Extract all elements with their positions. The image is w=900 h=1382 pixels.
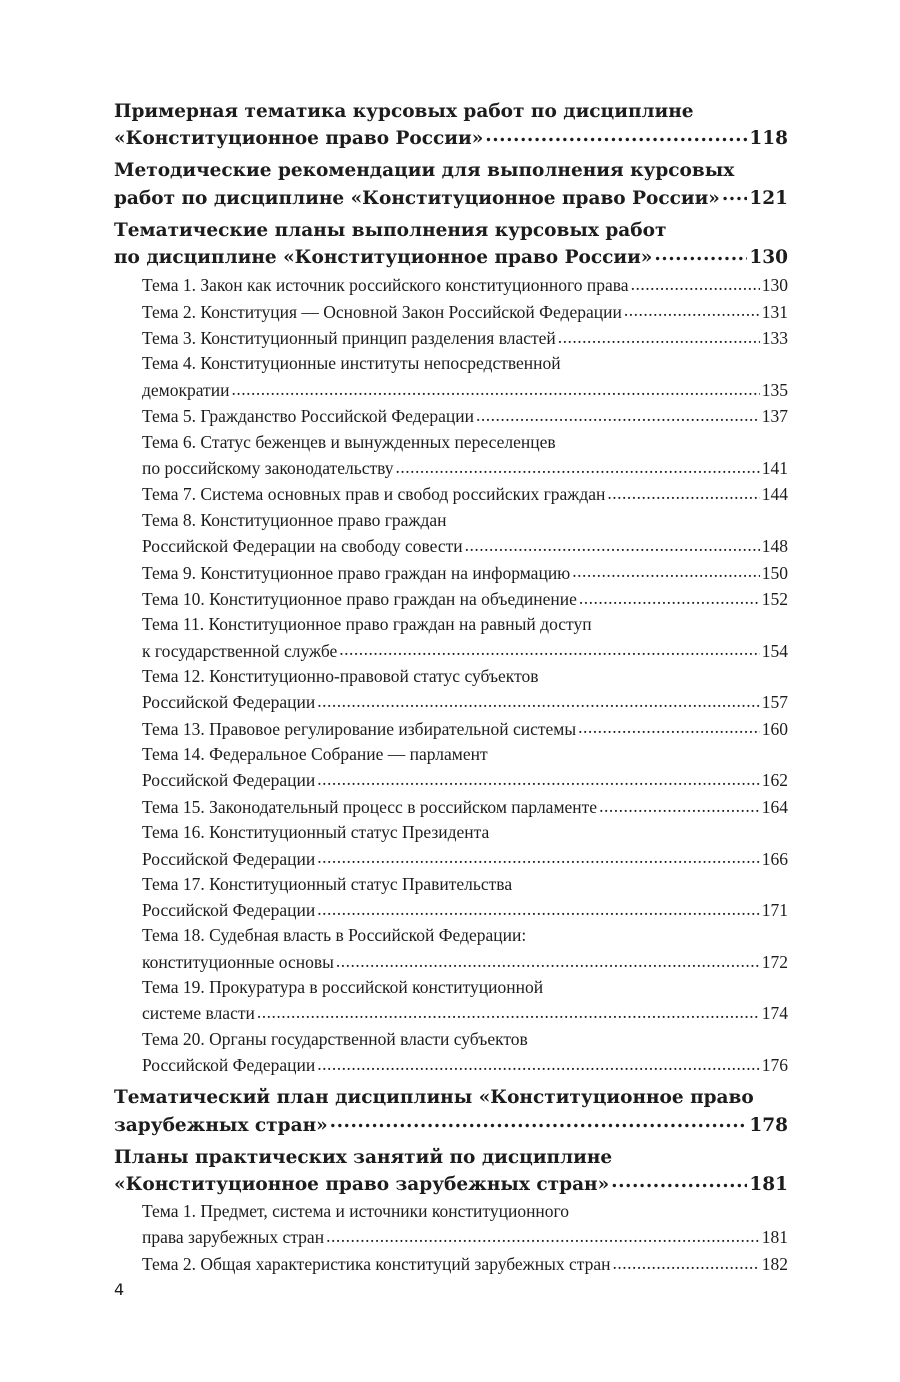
topic-line: Тема 18. Судебная власть в Российской Федерации: bbox=[142, 925, 527, 946]
entry-text: к государственной службе bbox=[142, 640, 338, 661]
entry-text: Российской Федерации bbox=[142, 900, 316, 921]
topic-entry[interactable] bbox=[142, 1027, 788, 1079]
topic-entry[interactable] bbox=[142, 559, 788, 585]
topic-entry-line[interactable] bbox=[142, 1052, 788, 1078]
dot-leader bbox=[613, 1251, 760, 1270]
toc-section bbox=[114, 159, 788, 210]
section-heading[interactable] bbox=[114, 219, 788, 270]
page-ref: 181 bbox=[761, 1227, 788, 1248]
topic-entry-line[interactable] bbox=[142, 377, 788, 403]
topic-entry[interactable] bbox=[142, 298, 788, 324]
heading-entry-line[interactable] bbox=[114, 1110, 788, 1137]
heading-line: Планы практических занятий по дисциплине bbox=[114, 1146, 613, 1168]
topic-entry-line[interactable] bbox=[142, 533, 788, 559]
entry-text: Тема 15. Законодательный процесс в российском парламенте bbox=[142, 796, 598, 817]
topic-list bbox=[114, 272, 788, 1078]
heading-line: Тематический план дисциплины «Конституционное право bbox=[114, 1087, 754, 1109]
entry-text: Тема 3. Конституционный принцип разделения властей bbox=[142, 328, 556, 349]
topic-entry-line[interactable] bbox=[142, 298, 788, 324]
heading-line: Методические рекомендации для выполнения курсовых bbox=[114, 160, 735, 182]
topic-entry[interactable] bbox=[142, 325, 788, 351]
entry-text: Российской Федерации bbox=[142, 848, 316, 869]
dot-leader bbox=[611, 1170, 747, 1190]
entry-text: зарубежных стран» bbox=[114, 1114, 328, 1136]
topic-entry-line[interactable] bbox=[142, 325, 788, 351]
page-ref: 135 bbox=[761, 379, 788, 400]
topic-entry[interactable] bbox=[142, 403, 788, 429]
dot-leader bbox=[257, 1000, 760, 1019]
topic-entry-line[interactable] bbox=[142, 586, 788, 612]
dot-leader bbox=[485, 124, 747, 144]
dot-leader bbox=[465, 533, 760, 552]
topic-entry-line[interactable] bbox=[142, 403, 788, 429]
topic-line: Тема 12. Конституционно-правовой статус субъектов bbox=[142, 665, 539, 686]
entry-text: Тема 9. Конституционное право граждан на информацию bbox=[142, 562, 571, 583]
entry-text: Российской Федерации bbox=[142, 770, 316, 791]
entry-text: Тема 1. Закон как источник российского конституционного права bbox=[142, 275, 629, 296]
topic-entry-line[interactable] bbox=[142, 794, 788, 820]
page-ref: 176 bbox=[761, 1055, 788, 1076]
dot-leader bbox=[326, 1224, 760, 1243]
entry-text: по российскому законодательству bbox=[142, 457, 394, 478]
page-ref: 148 bbox=[761, 536, 788, 557]
section-heading[interactable] bbox=[114, 1146, 788, 1197]
topic-entry-line[interactable] bbox=[142, 1000, 788, 1026]
toc-section bbox=[114, 100, 788, 151]
topic-line: Тема 8. Конституционное право граждан bbox=[142, 509, 447, 530]
entry-text: демократии bbox=[142, 379, 230, 400]
heading-line: Тематические планы выполнения курсовых работ bbox=[114, 219, 667, 241]
page-ref: 141 bbox=[761, 457, 788, 478]
table-of-contents bbox=[114, 100, 788, 1285]
topic-entry[interactable] bbox=[142, 1251, 788, 1277]
page-ref: 172 bbox=[761, 951, 788, 972]
topic-entry-line[interactable] bbox=[142, 689, 788, 715]
topic-entry[interactable] bbox=[142, 975, 788, 1027]
entry-text: Российской Федерации bbox=[142, 692, 316, 713]
page-ref: 130 bbox=[749, 247, 788, 269]
topic-entry[interactable] bbox=[142, 430, 788, 482]
topic-entry-line[interactable] bbox=[142, 897, 788, 923]
topic-line: Тема 14. Федеральное Собрание — парламент bbox=[142, 743, 488, 764]
heading-entry-line[interactable] bbox=[114, 183, 788, 210]
topic-entry[interactable] bbox=[142, 612, 788, 664]
page-ref: 133 bbox=[761, 328, 788, 349]
page-ref: 160 bbox=[761, 718, 788, 739]
topic-entry-line[interactable] bbox=[142, 767, 788, 793]
section-heading[interactable] bbox=[114, 100, 788, 151]
dot-leader bbox=[599, 794, 760, 813]
entry-text: «Конституционное право зарубежных стран» bbox=[114, 1174, 610, 1196]
topic-entry[interactable] bbox=[142, 664, 788, 716]
entry-text: Тема 5. Гражданство Российской Федерации bbox=[142, 406, 474, 427]
dot-leader bbox=[336, 949, 760, 968]
heading-entry-line[interactable] bbox=[114, 124, 788, 151]
dot-leader bbox=[317, 689, 759, 708]
page-ref: 182 bbox=[761, 1253, 788, 1274]
dot-leader bbox=[722, 183, 748, 203]
dot-leader bbox=[624, 298, 760, 317]
page-ref: 154 bbox=[761, 640, 788, 661]
page-ref: 157 bbox=[761, 692, 788, 713]
dot-leader bbox=[317, 897, 759, 916]
topic-line: Тема 17. Конституционный статус Правительства bbox=[142, 873, 513, 894]
entry-text: Тема 7. Система основных прав и свобод российских граждан bbox=[142, 484, 606, 505]
topic-entry[interactable] bbox=[142, 820, 788, 872]
topic-line: Тема 16. Конституционный статус Президента bbox=[142, 822, 490, 843]
page-number: 4 bbox=[114, 1280, 125, 1299]
entry-text: Российской Федерации bbox=[142, 1055, 316, 1076]
dot-leader bbox=[579, 586, 760, 605]
page-ref: 130 bbox=[761, 275, 788, 296]
dot-leader bbox=[558, 325, 760, 344]
entry-text: Тема 13. Правовое регулирование избирательной системы bbox=[142, 718, 577, 739]
topic-entry-line[interactable] bbox=[142, 272, 788, 298]
dot-leader bbox=[607, 481, 759, 500]
heading-line: Примерная тематика курсовых работ по дисциплине bbox=[114, 101, 694, 122]
page-ref: 162 bbox=[761, 770, 788, 791]
page-ref: 171 bbox=[761, 900, 788, 921]
page-ref: 181 bbox=[749, 1174, 788, 1196]
page-ref: 144 bbox=[761, 484, 788, 505]
topic-list bbox=[114, 1199, 788, 1277]
entry-text: Российской Федерации на свободу совести bbox=[142, 536, 463, 557]
dot-leader bbox=[231, 377, 759, 396]
topic-entry-line[interactable] bbox=[142, 845, 788, 871]
dot-leader bbox=[476, 403, 760, 422]
topic-entry-line[interactable] bbox=[142, 455, 788, 481]
dot-leader bbox=[578, 715, 760, 734]
page-ref: 121 bbox=[749, 187, 788, 209]
dot-leader bbox=[330, 1110, 748, 1130]
dot-leader bbox=[396, 455, 760, 474]
toc-section bbox=[114, 1086, 788, 1137]
topic-entry[interactable] bbox=[142, 923, 788, 975]
page-ref: 118 bbox=[749, 128, 788, 150]
topic-entry[interactable] bbox=[142, 742, 788, 794]
topic-entry[interactable] bbox=[142, 715, 788, 741]
dot-leader bbox=[654, 243, 747, 263]
heading-entry-line[interactable] bbox=[114, 243, 788, 270]
topic-entry[interactable] bbox=[142, 794, 788, 820]
topic-entry-line[interactable] bbox=[142, 559, 788, 585]
section-heading[interactable] bbox=[114, 1086, 788, 1137]
topic-entry-line[interactable] bbox=[142, 637, 788, 663]
topic-line: Тема 11. Конституционное право граждан на равный доступ bbox=[142, 614, 592, 635]
topic-line: Тема 20. Органы государственной власти субъектов bbox=[142, 1028, 528, 1049]
dot-leader bbox=[317, 767, 759, 786]
section-heading[interactable] bbox=[114, 159, 788, 210]
page-ref: 150 bbox=[761, 562, 788, 583]
toc-section bbox=[114, 219, 788, 1079]
topic-line: Тема 19. Прокуратура в российской конституционной bbox=[142, 977, 544, 998]
heading-entry-line[interactable] bbox=[114, 1170, 788, 1197]
entry-text: системе власти bbox=[142, 1003, 255, 1024]
topic-entry[interactable] bbox=[142, 1199, 788, 1251]
entry-text: права зарубежных стран bbox=[142, 1227, 325, 1248]
entry-text: Тема 2. Общая характеристика конституций зарубежных стран bbox=[142, 1253, 611, 1274]
entry-text: «Конституционное право России» bbox=[114, 128, 484, 150]
entry-text: по дисциплине «Конституционное право России» bbox=[114, 247, 653, 269]
topic-entry[interactable] bbox=[142, 508, 788, 560]
entry-text: Тема 2. Конституция — Основной Закон Российской Федерации bbox=[142, 301, 622, 322]
topic-entry-line[interactable] bbox=[142, 1224, 788, 1250]
topic-entry-line[interactable] bbox=[142, 1251, 788, 1277]
entry-text: Тема 10. Конституционное право граждан на объединение bbox=[142, 588, 577, 609]
dot-leader bbox=[631, 272, 760, 291]
topic-entry[interactable] bbox=[142, 351, 788, 403]
page-ref: 152 bbox=[761, 588, 788, 609]
page-ref: 166 bbox=[761, 848, 788, 869]
topic-line: Тема 1. Предмет, система и источники конституционного bbox=[142, 1201, 570, 1222]
dot-leader bbox=[317, 1052, 759, 1071]
entry-text: конституционные основы bbox=[142, 951, 334, 972]
page-ref: 137 bbox=[761, 406, 788, 427]
dot-leader bbox=[339, 637, 759, 656]
dot-leader bbox=[572, 559, 759, 578]
topic-entry-line[interactable] bbox=[142, 949, 788, 975]
page-ref: 131 bbox=[761, 301, 788, 322]
dot-leader bbox=[317, 845, 759, 864]
page-ref: 174 bbox=[761, 1003, 788, 1024]
entry-text: работ по дисциплине «Конституционное право России» bbox=[114, 187, 720, 209]
topic-entry[interactable] bbox=[142, 586, 788, 612]
topic-line: Тема 6. Статус беженцев и вынужденных переселенцев bbox=[142, 431, 556, 452]
topic-entry-line[interactable] bbox=[142, 715, 788, 741]
page-ref: 164 bbox=[761, 796, 788, 817]
topic-entry[interactable] bbox=[142, 872, 788, 924]
page-ref: 178 bbox=[749, 1114, 788, 1136]
topic-line: Тема 4. Конституционные институты непосредственной bbox=[142, 353, 561, 374]
topic-entry-line[interactable] bbox=[142, 481, 788, 507]
topic-entry[interactable] bbox=[142, 481, 788, 507]
topic-entry[interactable] bbox=[142, 272, 788, 298]
toc-section bbox=[114, 1146, 788, 1277]
